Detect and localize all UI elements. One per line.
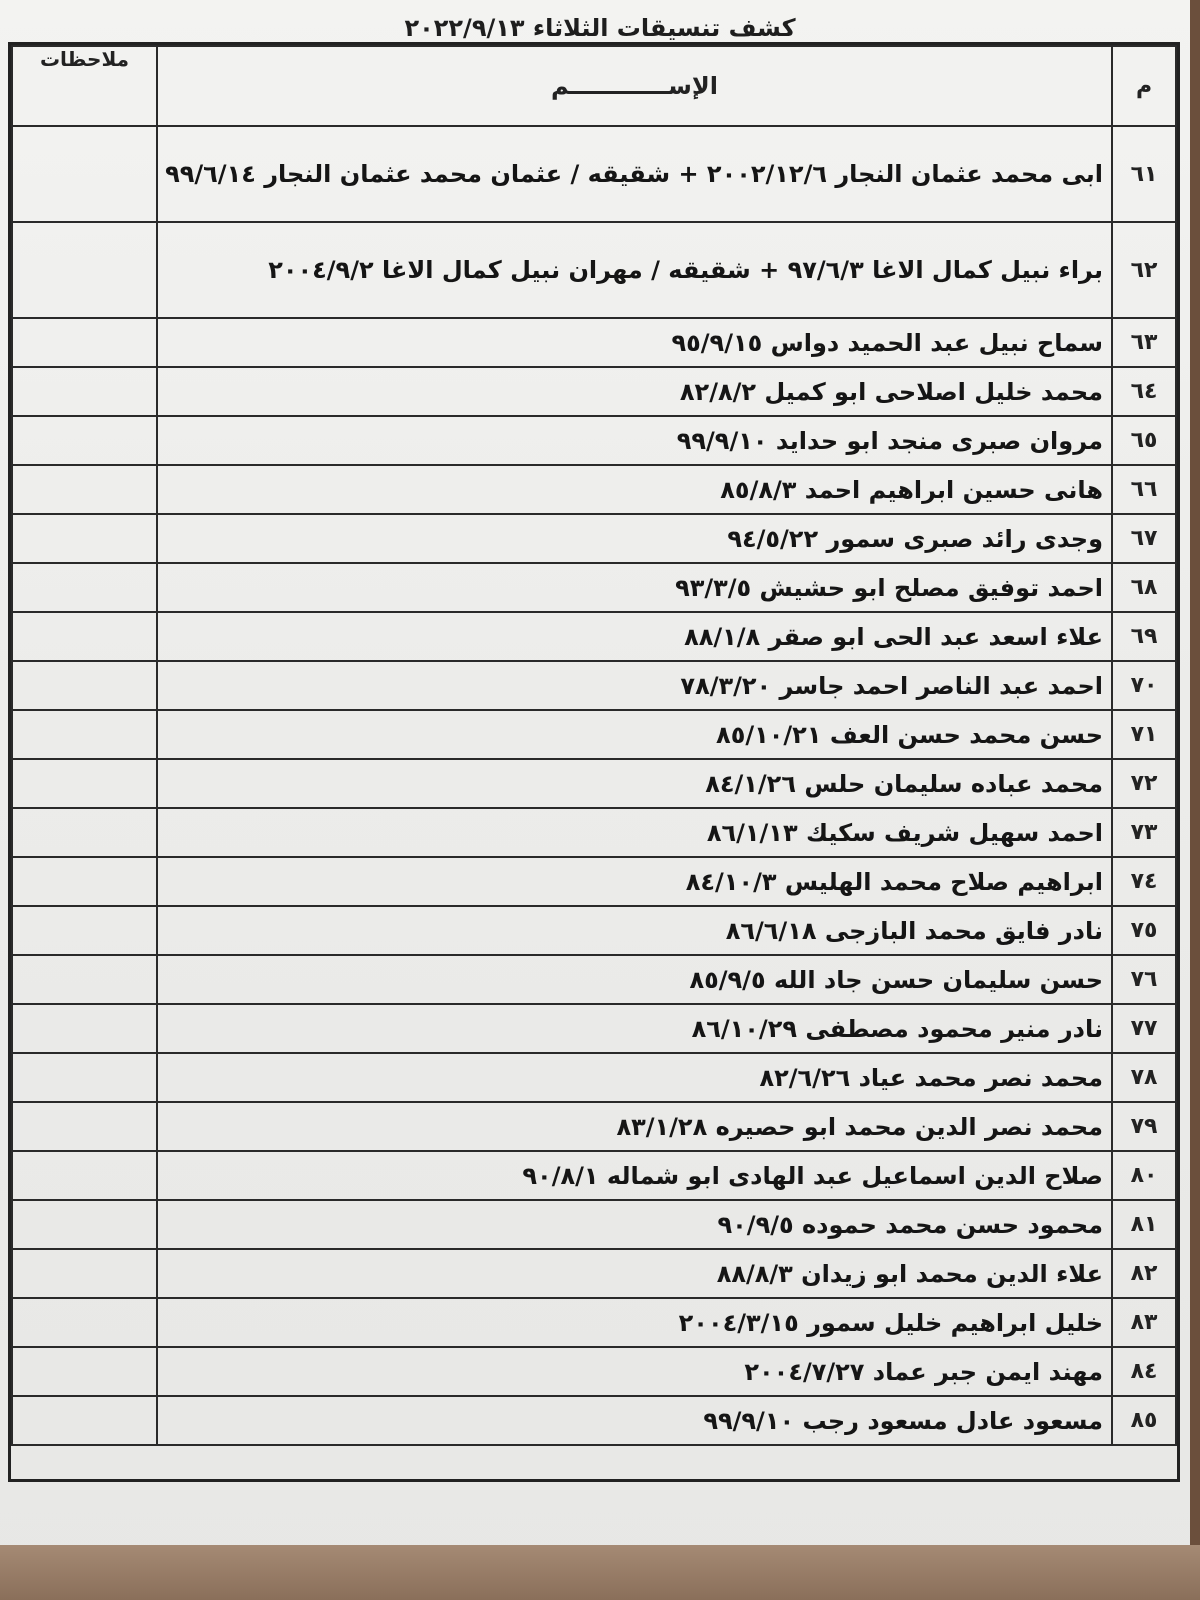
row-notes xyxy=(12,857,157,906)
row-number: ٨٣ xyxy=(1112,1298,1176,1347)
row-number: ٧٠ xyxy=(1112,661,1176,710)
row-number: ٨٤ xyxy=(1112,1347,1176,1396)
row-name: احمد توفيق مصلح ابو حشيش ٩٣/٣/٥ xyxy=(157,563,1112,612)
row-name: مهند ايمن جبر عماد ٢٠٠٤/٧/٢٧ xyxy=(157,1347,1112,1396)
row-notes xyxy=(12,367,157,416)
row-name: محمد نصر الدين محمد ابو حصيره ٨٣/١/٢٨ xyxy=(157,1102,1112,1151)
table-row xyxy=(12,514,1176,563)
background-edge-right xyxy=(1190,0,1200,1600)
row-notes xyxy=(12,1200,157,1249)
names-table xyxy=(11,45,1177,1446)
row-notes xyxy=(12,1249,157,1298)
row-name: حسن محمد حسن العف ٨٥/١٠/٢١ xyxy=(157,710,1112,759)
table-row xyxy=(12,612,1176,661)
row-notes xyxy=(12,563,157,612)
table-row xyxy=(12,1151,1176,1200)
row-notes xyxy=(12,1102,157,1151)
row-name: ابراهيم صلاح محمد الهليس ٨٤/١٠/٣ xyxy=(157,857,1112,906)
header-notes: ملاحظات xyxy=(12,46,157,126)
table-row xyxy=(12,318,1176,367)
row-number: ٧٢ xyxy=(1112,759,1176,808)
row-notes xyxy=(12,514,157,563)
table-row xyxy=(12,1249,1176,1298)
row-name: احمد سهيل شريف سكيك ٨٦/١/١٣ xyxy=(157,808,1112,857)
row-name: احمد عبد الناصر احمد جاسر ٧٨/٣/٢٠ xyxy=(157,661,1112,710)
table-row xyxy=(12,222,1176,318)
row-number: ٨١ xyxy=(1112,1200,1176,1249)
row-number: ٦٩ xyxy=(1112,612,1176,661)
row-number: ٨٠ xyxy=(1112,1151,1176,1200)
table-row xyxy=(12,1102,1176,1151)
table-header-row xyxy=(12,46,1176,126)
table-row xyxy=(12,661,1176,710)
row-notes xyxy=(12,710,157,759)
table-row xyxy=(12,857,1176,906)
table-row xyxy=(12,1053,1176,1102)
row-number: ٧٤ xyxy=(1112,857,1176,906)
row-notes xyxy=(12,906,157,955)
row-number: ٧٥ xyxy=(1112,906,1176,955)
row-notes xyxy=(12,318,157,367)
row-number: ٦٥ xyxy=(1112,416,1176,465)
row-name: علاء الدين محمد ابو زيدان ٨٨/٨/٣ xyxy=(157,1249,1112,1298)
row-notes xyxy=(12,416,157,465)
row-name: محمد نصر محمد عياد ٨٢/٦/٢٦ xyxy=(157,1053,1112,1102)
header-name: الإســــــــــــم xyxy=(157,46,1112,126)
row-name: هانى حسين ابراهيم احمد ٨٥/٨/٣ xyxy=(157,465,1112,514)
table-row xyxy=(12,367,1176,416)
table-row xyxy=(12,1347,1176,1396)
row-name: سماح نبيل عبد الحميد دواس ٩٥/٩/١٥ xyxy=(157,318,1112,367)
table-row xyxy=(12,1298,1176,1347)
table-row xyxy=(12,1396,1176,1445)
row-name: وجدى رائد صبرى سمور ٩٤/٥/٢٢ xyxy=(157,514,1112,563)
header-number: م xyxy=(1112,46,1176,126)
table-row xyxy=(12,808,1176,857)
row-name: علاء اسعد عبد الحى ابو صقر ٨٨/١/٨ xyxy=(157,612,1112,661)
row-notes xyxy=(12,1347,157,1396)
row-number: ٧٣ xyxy=(1112,808,1176,857)
row-notes xyxy=(12,661,157,710)
row-number: ٧٦ xyxy=(1112,955,1176,1004)
row-name: ابى محمد عثمان النجار ٢٠٠٢/١٢/٦ + شقيقه / عثمان محمد عثمان النجار ٩٩/٦/١٤ xyxy=(157,126,1112,222)
row-notes xyxy=(12,759,157,808)
row-notes xyxy=(12,222,157,318)
row-name: محمد عباده سليمان حلس ٨٤/١/٢٦ xyxy=(157,759,1112,808)
row-number: ٦٨ xyxy=(1112,563,1176,612)
row-name: براء نبيل كمال الاغا ٩٧/٦/٣ + شقيقه / مهران نبيل كمال الاغا ٢٠٠٤/٩/٢ xyxy=(157,222,1112,318)
row-number: ٦٤ xyxy=(1112,367,1176,416)
row-number: ٦٦ xyxy=(1112,465,1176,514)
row-notes xyxy=(12,1004,157,1053)
row-notes xyxy=(12,1298,157,1347)
table-row xyxy=(12,416,1176,465)
row-number: ٧٧ xyxy=(1112,1004,1176,1053)
table-row xyxy=(12,465,1176,514)
row-name: مروان صبرى منجد ابو حدايد ٩٩/٩/١٠ xyxy=(157,416,1112,465)
table-row xyxy=(12,710,1176,759)
row-name: محمود حسن محمد حموده ٩٠/٩/٥ xyxy=(157,1200,1112,1249)
row-number: ٦٧ xyxy=(1112,514,1176,563)
row-name: محمد خليل اصلاحى ابو كميل ٨٢/٨/٢ xyxy=(157,367,1112,416)
table-row xyxy=(12,759,1176,808)
row-notes xyxy=(12,465,157,514)
row-name: صلاح الدين اسماعيل عبد الهادى ابو شماله ٩٠/٨/١ xyxy=(157,1151,1112,1200)
table-row xyxy=(12,1004,1176,1053)
row-number: ٦٣ xyxy=(1112,318,1176,367)
row-number: ٨٥ xyxy=(1112,1396,1176,1445)
row-notes xyxy=(12,1396,157,1445)
row-notes xyxy=(12,126,157,222)
table-row xyxy=(12,1200,1176,1249)
background-edge-bottom xyxy=(0,1545,1200,1600)
row-name: نادر فايق محمد البازجى ٨٦/٦/١٨ xyxy=(157,906,1112,955)
document-title: كشف تنسيقات الثلاثاء ٢٠٢٢/٩/١٣ xyxy=(404,14,796,42)
row-name: خليل ابراهيم خليل سمور ٢٠٠٤/٣/١٥ xyxy=(157,1298,1112,1347)
row-notes xyxy=(12,612,157,661)
row-number: ٧٨ xyxy=(1112,1053,1176,1102)
table-row xyxy=(12,126,1176,222)
row-name: مسعود عادل مسعود رجب ٩٩/٩/١٠ xyxy=(157,1396,1112,1445)
table-body xyxy=(12,126,1176,1445)
row-notes xyxy=(12,955,157,1004)
row-name: نادر منير محمود مصطفى ٨٦/١٠/٢٩ xyxy=(157,1004,1112,1053)
row-number: ٨٢ xyxy=(1112,1249,1176,1298)
row-notes xyxy=(12,1053,157,1102)
table-row xyxy=(12,563,1176,612)
table-frame xyxy=(8,42,1180,1482)
row-number: ٧١ xyxy=(1112,710,1176,759)
table-row xyxy=(12,955,1176,1004)
row-number: ٧٩ xyxy=(1112,1102,1176,1151)
row-number: ٦١ xyxy=(1112,126,1176,222)
row-number: ٦٢ xyxy=(1112,222,1176,318)
row-name: حسن سليمان حسن جاد الله ٨٥/٩/٥ xyxy=(157,955,1112,1004)
row-notes xyxy=(12,1151,157,1200)
table-row xyxy=(12,906,1176,955)
row-notes xyxy=(12,808,157,857)
